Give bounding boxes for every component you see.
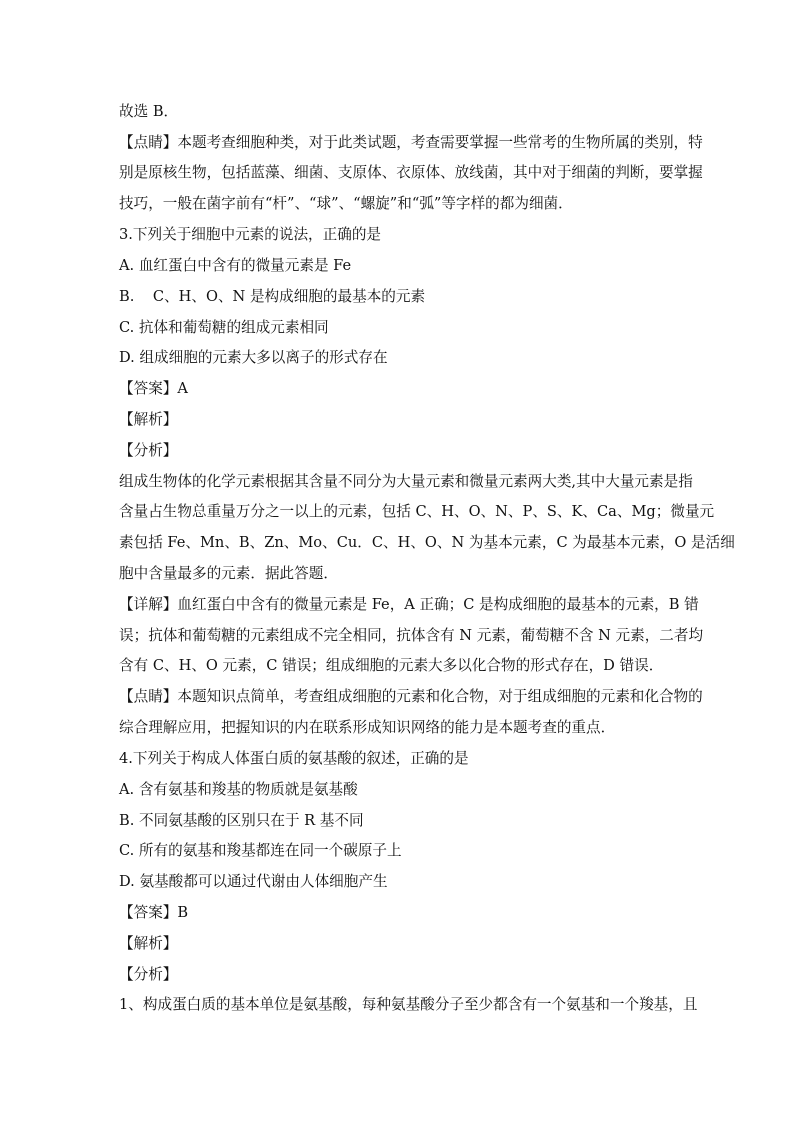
text-line: 含量占生物总重量万分之一以上的元素，包括 C、H、O、N、P、S、K、Ca、Mg；微量元 (119, 503, 715, 520)
option-b: B. C、H、O、N 是构成细胞的最基本的元素 (119, 288, 426, 305)
text-line: 组成生物体的化学元素根据其含量不同分为大量元素和微量元素两大类,其中大量元素是指 (119, 473, 693, 490)
text-line: 含有 C、H、O 元素，C 错误；组成细胞的元素大多以化合物的形式存在，D 错误． (119, 657, 664, 674)
analysis-sub-label: 【分析】 (119, 442, 178, 459)
question-title: 4.下列关于构成人体蛋白质的氨基酸的叙述，正确的是 (119, 750, 469, 767)
question-title: 3.下列关于细胞中元素的说法，正确的是 (119, 226, 382, 243)
text-line: 【点睛】本题考查细胞种类，对于此类试题，考查需要掌握一些常考的生物所属的类别，特 (119, 134, 703, 151)
text-line: 综合理解应用，把握知识的内在联系形成知识网络的能力是本题考查的重点． (119, 719, 616, 736)
option-d: D. 氨基酸都可以通过代谢由人体细胞产生 (119, 873, 388, 890)
option-b: B. 不同氨基酸的区别只在于 R 基不同 (119, 812, 364, 829)
text-line: 故选 B． (119, 103, 179, 120)
text-line: 【详解】血红蛋白中含有的微量元素是 Fe，A 正确；C 是构成细胞的最基本的元素，B 错 (119, 596, 699, 613)
answer-label: 【答案】A (119, 380, 188, 397)
option-a: A. 血红蛋白中含有的微量元素是 Fe (119, 257, 352, 274)
analysis-label: 【解析】 (119, 935, 178, 952)
analysis-sub-label: 【分析】 (119, 966, 178, 983)
text-line: 1、构成蛋白质的基本单位是氨基酸，每种氨基酸分子至少都含有一个氨基和一个羧基，且 (119, 996, 698, 1013)
option-a: A. 含有氨基和羧基的物质就是氨基酸 (119, 781, 358, 798)
text-line: 技巧，一般在菌字前有“杆”、“球”、“螺旋”和“弧”等字样的都为细菌． (119, 195, 573, 212)
option-c: C. 所有的氨基和羧基都连在同一个碳原子上 (119, 842, 402, 859)
text-line: 别是原核生物，包括蓝藻、细菌、支原体、衣原体、放线菌，其中对于细菌的判断，要掌握 (119, 164, 703, 181)
analysis-label: 【解析】 (119, 411, 178, 428)
text-line: 误；抗体和葡萄糖的元素组成不完全相同，抗体含有 N 元素，葡萄糖不含 N 元素，二者均 (119, 627, 704, 644)
answer-label: 【答案】B (119, 904, 189, 921)
text-line: 【点睛】本题知识点简单，考查组成细胞的元素和化合物，对于组成细胞的元素和化合物的 (119, 688, 703, 705)
text-line: 胞中含量最多的元素．据此答题． (119, 565, 338, 582)
text-line: 素包括 Fe、Mn、B、Zn、Mo、Cu．C、H、O、N 为基本元素，C 为最基本元素，O 是活细 (119, 534, 735, 551)
option-c: C. 抗体和葡萄糖的组成元素相同 (119, 319, 329, 336)
option-d: D. 组成细胞的元素大多以离子的形式存在 (119, 349, 388, 366)
